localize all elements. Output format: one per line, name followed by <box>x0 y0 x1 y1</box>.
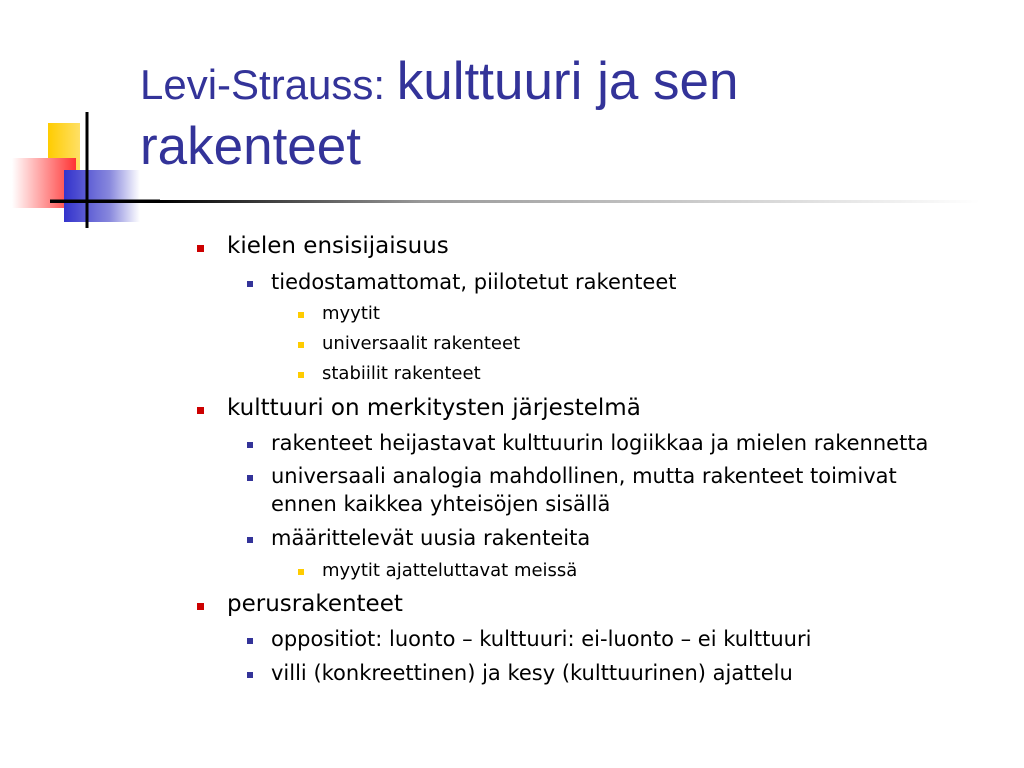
list-item-text: määrittelevät uusia rakenteita <box>271 526 591 550</box>
bullet <box>247 442 253 448</box>
list-item-text: kielen ensisijaisuus <box>227 233 449 259</box>
bullet <box>247 537 253 543</box>
list-item <box>271 627 811 651</box>
bullet <box>197 245 204 252</box>
bullet <box>298 312 304 318</box>
title-line-2: rakenteet <box>140 116 361 176</box>
list-item <box>227 395 641 421</box>
list-item-text: universaalit rakenteet <box>322 333 521 354</box>
list-item <box>271 526 590 550</box>
list-item <box>322 303 380 324</box>
bullet <box>247 638 253 644</box>
list-item-text: ennen kaikkea yhteisöjen sisällä <box>271 492 611 516</box>
list-item <box>271 661 793 685</box>
list-item <box>271 270 677 294</box>
list-item-text: oppositiot: luonto – kulttuuri: ei-luonto – ei kulttuuri <box>271 627 812 651</box>
list-item-text: perusrakenteet <box>227 591 403 617</box>
list-item <box>227 591 403 617</box>
bullet <box>247 672 253 678</box>
bullet <box>298 342 304 348</box>
bullet <box>298 569 304 575</box>
list-item-continuation <box>271 492 610 516</box>
list-item-text: villi (konkreettinen) ja kesy (kulttuurinen) ajattelu <box>271 661 793 685</box>
list-item-text: kulttuuri on merkitysten järjestelmä <box>227 395 641 421</box>
list-item <box>322 560 577 581</box>
list-item <box>322 363 481 384</box>
list-item <box>271 464 897 488</box>
list-item-text: tiedostamattomat, piilotetut rakenteet <box>271 270 677 294</box>
bullet <box>298 372 304 378</box>
bullet <box>197 407 204 414</box>
list-item-text: myytit <box>322 303 380 324</box>
list-item <box>322 333 520 354</box>
list-item <box>271 431 928 455</box>
list-item-text: myytit ajatteluttavat meissä <box>322 560 578 581</box>
bullet <box>197 603 204 610</box>
bullet <box>247 475 253 481</box>
bullet <box>247 281 253 287</box>
list-item-text: stabiilit rakenteet <box>322 363 481 384</box>
title-part-2: kulttuuri ja sen <box>396 52 739 111</box>
title-part-1: Levi-Strauss: <box>140 61 397 108</box>
list-item-text: rakenteet heijastavat kulttuurin logiikkaa ja mielen rakennetta <box>271 431 929 455</box>
list-item-text: universaali analogia mahdollinen, mutta rakenteet toimivat <box>271 464 897 488</box>
list-item <box>227 233 449 259</box>
